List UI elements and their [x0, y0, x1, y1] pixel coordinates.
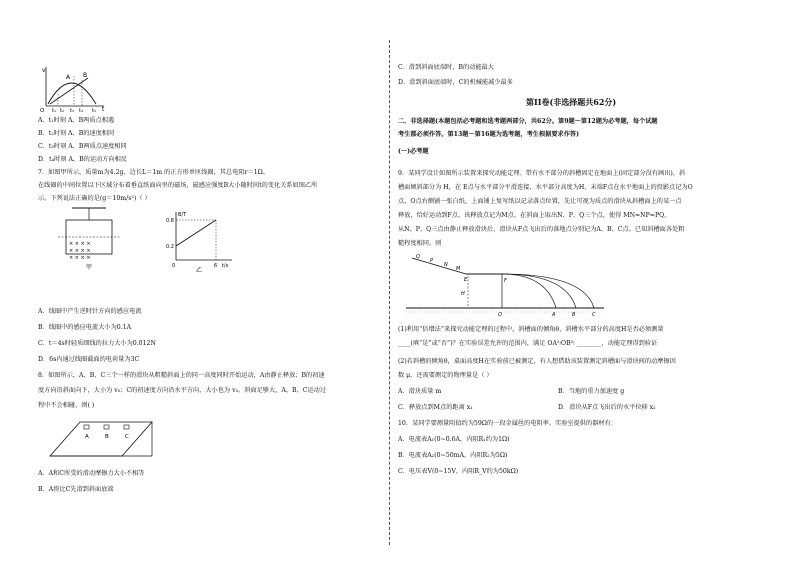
fig-slope: [46, 416, 156, 464]
q9-part2-1: (2)若斜槽的倾角θ，桌面高度H在实验前已被测定，有人想借助该装置测定斜槽面与滑块间的动摩擦因: [398, 358, 676, 365]
fig9-label-o: O: [498, 312, 502, 318]
vt-tick-t2: t₂: [60, 108, 64, 112]
fig9-label-h: H: [461, 291, 465, 297]
fig-yi-xlabel: t/s: [222, 263, 229, 269]
vt-curve-b: B: [83, 72, 88, 79]
q9-part2-2: 数 μ，还需要测定的物理量是（ ）: [398, 372, 493, 379]
q9-stem-2: 槽面倾斜部分为 H，在 E点与水平部分平滑连接，水平部分高度为H，末端F点在水平地面上的投影点记为O: [398, 184, 693, 191]
column-divider: [389, 40, 390, 545]
fig-yi-caption: 乙: [196, 267, 203, 272]
q7-stem-2: 在线圈的中间位置以下区域分布着垂直纸面向里的磁场，磁感应强度B大小随时间t的变化关系如图乙所: [38, 182, 318, 189]
q9-2-option-c: C．释放点到M点的距离 x₁: [398, 404, 473, 411]
q9-2-option-d: D．滑块从F点飞出后的水平位移 x₂: [558, 404, 656, 411]
q9-part1-1: (1)利用“倍增法”来探究动能定理的过程中，斜槽面的倾角θ、斜槽水平部分的高度H是否必须测量: [398, 326, 664, 333]
q8-option-c: C．滑到斜面底端时，B的动能最大: [398, 64, 494, 71]
q10-stem: 10．某同学要测量阻值约为59Ω的一段金属丝的电阻率。实验室提供的器材有：: [398, 420, 617, 427]
fig9-label-p: P: [430, 258, 434, 264]
fig-q9: [406, 250, 606, 320]
vt-tick-t4: t₄: [79, 108, 83, 112]
q9-stem-1: 9．某同学设计如图所示装置来探究动能定理。带有水平部分的斜槽固定在地面上(固定部分没有画出)，斜: [398, 170, 686, 177]
slope-label-b: B: [105, 434, 109, 440]
q8-stem-1: 8．如图所示，A、B、C三个一样的滑块从粗糙斜面上的同一高度同时开始运动，A由静止释放；B的初速: [38, 372, 325, 379]
q10-item-a: A．电流表A₁(0~0.6A，内阻R₁约为1Ω): [398, 436, 510, 443]
q10-item-b: B．电流表A₂(0~50mA，内阻R₂为5Ω): [398, 452, 508, 459]
q8-option-d: D．滑到斜面底端时，C的机械能减少最多: [398, 79, 513, 86]
q8-stem-2: 度方向沿斜面向下，大小为 v₀；C的初速度方向沿水平方向，大小也为 v₀。斜面足够大，A、B、C运动过: [38, 387, 327, 394]
section-note-1: 二、非选择题(本题包括必考题和选考题两部分，共62分。第9题～第12题为必考题，每个试题: [398, 118, 658, 125]
q9-part1-2: ____(填“是”或“否”)？在实验误差允许的范围内，满足 OA²∶OB²∶ ________，动能定理得到验证: [398, 340, 658, 347]
q9-stem-5: 从N、P、Q三点由静止释放滑块后，滑块从F点飞出后的落地点分别记为A、B、C点。已知斜槽面各处粗: [398, 226, 685, 233]
section-title: 第II卷(非选择题共62分): [526, 97, 617, 107]
fig-jia: [58, 206, 120, 272]
q8-option-b: B．A将比C先滑到斜面底端: [38, 486, 114, 493]
q6-option-d: D．t₄时刻 A、B的运动方向相反: [38, 156, 127, 163]
q9-stem-4: 释放，恰好运动到F点，该释放点记为M点，在斜面上取出N、P、Q三个点，使得 MN=NP=PQ，: [398, 212, 671, 219]
q9-stem-6: 糙程度相同。则: [398, 240, 442, 247]
vt-curve-a: A: [66, 74, 71, 81]
vt-ylabel: v: [42, 67, 46, 74]
q7-option-b: B．线圈中的感应电流大小为0.1A: [38, 324, 132, 331]
q8-option-a: A．A和C所受的滑动摩擦力大小不相等: [38, 470, 145, 477]
fig9-label-n: N: [444, 262, 448, 268]
svg-text:× × × ×: × × × ×: [69, 255, 91, 261]
vt-tick-t3: t₃: [70, 108, 74, 112]
fig9-label-c: C: [592, 312, 596, 318]
fig9-label-q: Q: [416, 254, 420, 260]
slope-label-a: A: [85, 434, 89, 440]
q7-option-a: A．线圈中产生逆时针方向的感应电流: [38, 308, 142, 315]
q8-stem-3: 程中不会相碰，则( ): [38, 402, 95, 409]
fig-yi: [166, 210, 236, 272]
vt-xlabel: t: [102, 106, 105, 112]
q7-stem-1: 7．如图甲所示，质量m为4.2g，边长L＝1m 的正方形单匝线圈，其总电阻r＝1Ω。: [38, 169, 269, 176]
slope-label-c: C: [125, 434, 129, 440]
vt-tick-t1: t₁: [52, 108, 56, 112]
vt-tick-t5: t₅: [92, 108, 96, 112]
svg-text:× × × ×: × × × ×: [69, 241, 91, 247]
q7-option-d: D．6s内通过线圈截面的电荷量为3C: [38, 356, 140, 363]
q6-option-b: B．t₂时刻 A、B的速度相同: [38, 130, 115, 137]
vt-tick-o: O: [40, 108, 45, 112]
fig-yi-ytick-08: 0.8: [166, 218, 174, 224]
q9-stem-3: 点，O点右侧铺一张白纸，上面铺上复写纸以记录落点位置，先让可视为质点的滑块从斜槽面上的某一点: [398, 198, 682, 205]
fig9-label-f: F: [504, 278, 507, 284]
q9-2-option-a: A．滑块质量 m: [398, 388, 442, 395]
fig9-label-e: E: [464, 277, 468, 283]
section-note-2: 考生都必须作答。第13题～第16题为选考题，考生根据要求作答): [398, 131, 580, 138]
sub-title: (一)必考题: [398, 148, 429, 155]
q7-option-c: C．t＝4s时轻质细线的拉力大小为0.012N: [38, 340, 156, 347]
vt-graph: [38, 64, 108, 112]
q10-item-c: C．电压表V(0~15V，内阻R_V约为50kΩ): [398, 468, 519, 475]
fig9-label-m: M: [456, 266, 461, 272]
q7-stem-3: 示。下列说法正确的是(g＝10m/s²)（ ）: [38, 195, 151, 202]
q6-option-c: C．t₃时刻 A、B两质点速度相同: [38, 143, 127, 150]
q9-2-option-b: B．当地的重力加速度 g: [558, 388, 625, 395]
fig-yi-ylabel: B/T: [178, 212, 187, 218]
fig-jia-caption: 甲: [86, 264, 93, 271]
fig9-label-b: B: [572, 312, 576, 318]
fig-yi-ytick-02: 0.2: [166, 244, 174, 250]
q6-option-a: A．t₁时刻 A、B两质点相遇: [38, 117, 115, 124]
svg-text:× × × ×: × × × ×: [69, 248, 91, 254]
fig-yi-xtick-6: 6: [214, 263, 218, 269]
fig-yi-xtick-0: 0: [172, 263, 176, 269]
fig9-label-a: A: [552, 312, 556, 318]
